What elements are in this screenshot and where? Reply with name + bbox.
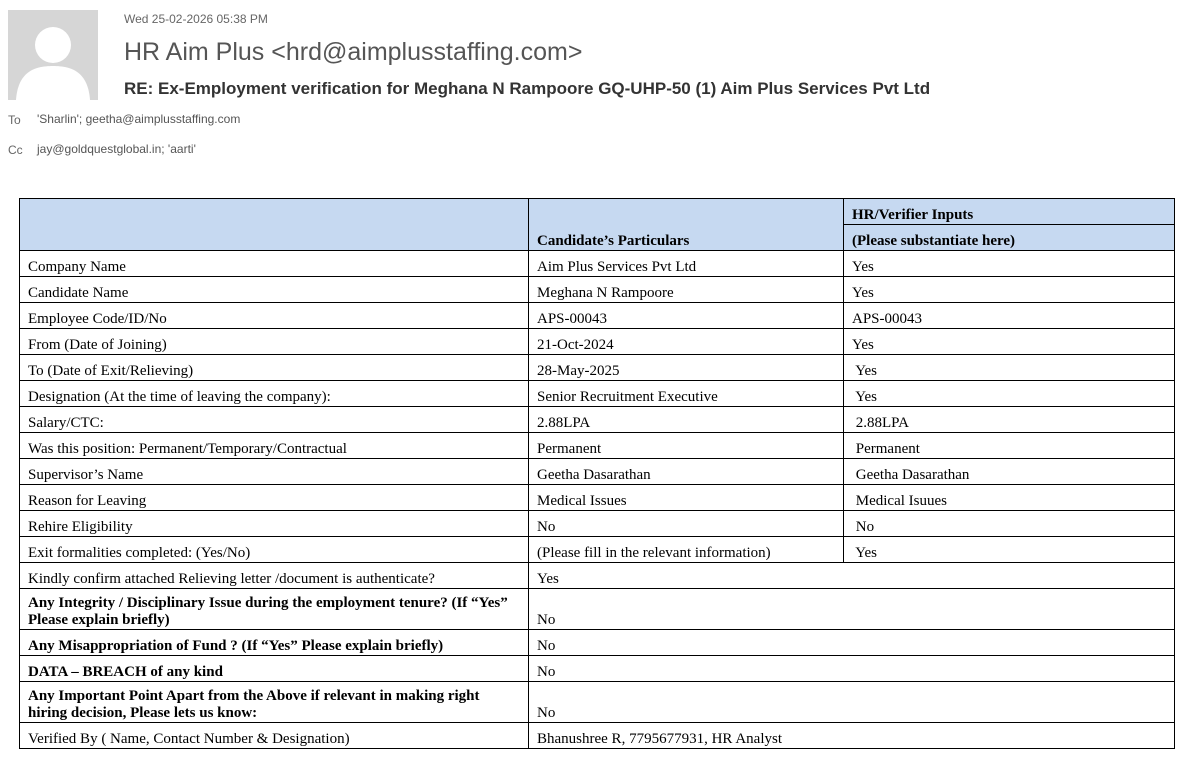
row-value: No (529, 630, 1175, 656)
table-row (20, 433, 1175, 459)
table-row (20, 656, 1175, 682)
table-row (20, 407, 1175, 433)
to-recipients[interactable]: 'Sharlin'; geetha@aimplusstaffing.com (37, 112, 241, 126)
email-date: Wed 25-02-2026 05:38 PM (124, 12, 268, 26)
candidate-value: Meghana N Rampoore (529, 277, 844, 303)
table-row (20, 355, 1175, 381)
verifier-value: Yes (844, 251, 1175, 277)
verifier-value: Yes (844, 381, 1175, 407)
row-label: Reason for Leaving (20, 485, 529, 511)
email-sender[interactable]: HR Aim Plus <hrd@aimplusstaffing.com> (124, 38, 583, 66)
table-row (20, 277, 1175, 303)
table-row (20, 485, 1175, 511)
table-row (20, 630, 1175, 656)
sender-avatar[interactable] (8, 10, 98, 100)
row-value: No (529, 656, 1175, 682)
candidate-value: 21-Oct-2024 (529, 329, 844, 355)
candidate-value: (Please fill in the relevant information) (529, 537, 844, 563)
header-verifier-inputs: HR/Verifier Inputs (844, 199, 1175, 225)
row-label: Designation (At the time of leaving the company): (20, 381, 529, 407)
verifier-value: Medical Isuues (844, 485, 1175, 511)
candidate-value: 2.88LPA (529, 407, 844, 433)
table-row (20, 251, 1175, 277)
row-label: Salary/CTC: (20, 407, 529, 433)
row-label: Rehire Eligibility (20, 511, 529, 537)
verifier-value: Geetha Dasarathan (844, 459, 1175, 485)
header-empty-cell (20, 199, 529, 251)
candidate-value: Senior Recruitment Executive (529, 381, 844, 407)
table-header-row (20, 199, 1175, 225)
person-silhouette-icon (8, 10, 98, 100)
table-row (20, 459, 1175, 485)
candidate-value: APS-00043 (529, 303, 844, 329)
verifier-value: No (844, 511, 1175, 537)
table-row (20, 682, 1175, 723)
candidate-value: No (529, 511, 844, 537)
verifier-value: 2.88LPA (844, 407, 1175, 433)
row-value: No (529, 682, 1175, 723)
email-subject: RE: Ex-Employment verification for Meghana N Rampoore GQ-UHP-50 (1) Aim Plus Services Pvt Ltd (124, 79, 931, 98)
cc-label: Cc (8, 143, 23, 157)
verifier-value: Yes (844, 537, 1175, 563)
header-candidate-particulars: Candidate’s Particulars (529, 199, 844, 251)
row-value: No (529, 589, 1175, 630)
verifier-value: Yes (844, 277, 1175, 303)
verifier-value: Permanent (844, 433, 1175, 459)
row-label: Employee Code/ID/No (20, 303, 529, 329)
row-label: Any Important Point Apart from the Above if relevant in making right hiring decision, Please lets us know: (20, 682, 529, 723)
header-substantiate: (Please substantiate here) (844, 225, 1175, 251)
verifier-value: Yes (844, 355, 1175, 381)
row-label: Company Name (20, 251, 529, 277)
candidate-value: 28-May-2025 (529, 355, 844, 381)
to-label: To (8, 113, 21, 127)
row-label: Verified By ( Name, Contact Number & Designation) (20, 723, 529, 749)
table-row (20, 589, 1175, 630)
row-value: Yes (529, 563, 1175, 589)
verifier-value: Yes (844, 329, 1175, 355)
cc-recipients[interactable]: jay@goldquestglobal.in; 'aarti' (37, 142, 196, 156)
row-label: DATA – BREACH of any kind (20, 656, 529, 682)
row-label: Exit formalities completed: (Yes/No) (20, 537, 529, 563)
table-row (20, 563, 1175, 589)
candidate-value: Medical Issues (529, 485, 844, 511)
row-value: Bhanushree R, 7795677931, HR Analyst (529, 723, 1175, 749)
table-row (20, 381, 1175, 407)
row-label: Any Integrity / Disciplinary Issue during the employment tenure? (If “Yes” Please explain briefly) (20, 589, 529, 630)
candidate-value: Permanent (529, 433, 844, 459)
table-row (20, 537, 1175, 563)
row-label: Supervisor’s Name (20, 459, 529, 485)
table-row (20, 723, 1175, 749)
row-label: Was this position: Permanent/Temporary/Contractual (20, 433, 529, 459)
row-label: Kindly confirm attached Relieving letter /document is authenticate? (20, 563, 529, 589)
row-label: Any Misappropriation of Fund ? (If “Yes” Please explain briefly) (20, 630, 529, 656)
table-row (20, 329, 1175, 355)
table-row (20, 303, 1175, 329)
row-label: Candidate Name (20, 277, 529, 303)
verification-table (19, 198, 1175, 749)
row-label: To (Date of Exit/Relieving) (20, 355, 529, 381)
row-label: From (Date of Joining) (20, 329, 529, 355)
table-row (20, 511, 1175, 537)
candidate-value: Aim Plus Services Pvt Ltd (529, 251, 844, 277)
verifier-value: APS-00043 (844, 303, 1175, 329)
candidate-value: Geetha Dasarathan (529, 459, 844, 485)
